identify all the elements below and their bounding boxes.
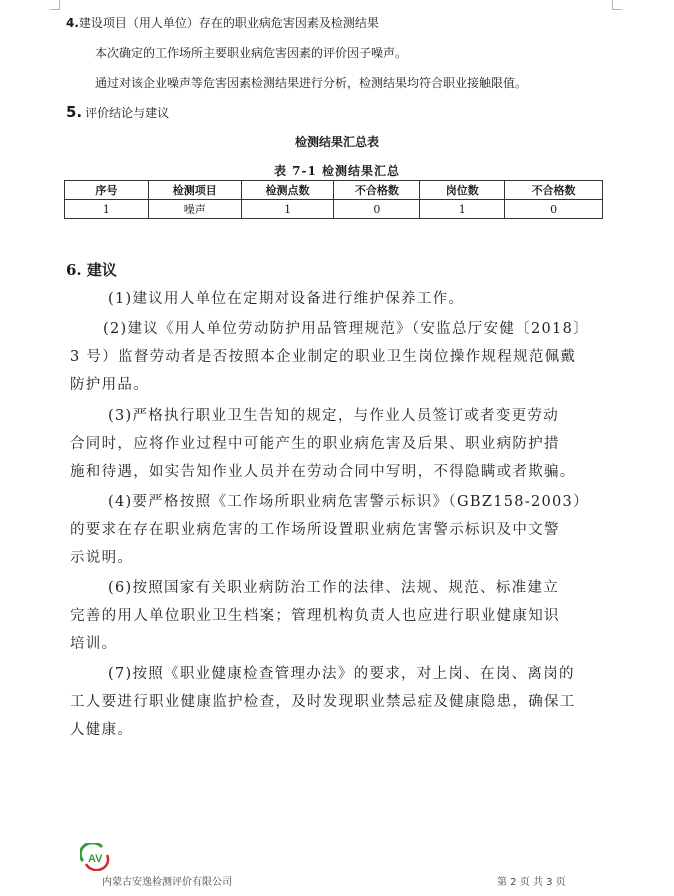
recommendation-line: 培训。: [70, 636, 118, 652]
recommendation-line: 人健康。: [70, 722, 134, 738]
table-header-cell: 检测项目: [148, 181, 241, 200]
section-4-heading: [66, 14, 379, 31]
section-4-title: 建设项目（用人单位）存在的职业病危害因素及检测结果: [78, 16, 379, 30]
recommendation-line: 3 号）监督劳动者是否按照本企业制定的职业卫生岗位操作规程规范佩戴: [70, 349, 577, 365]
footer-page-number: 第 2 页 共 3 页: [497, 877, 566, 888]
section-5-title: 评价结论与建议: [85, 106, 170, 120]
recommendation-line: 示说明。: [70, 550, 134, 566]
recommendation-line: 合同时，应将作业过程中可能产生的职业病危害及后果、职业病防护措: [70, 436, 560, 452]
table-caption: 表 7-1 检测结果汇总: [273, 164, 401, 178]
table-header-cell: 不合格数: [334, 181, 420, 200]
results-table: [64, 180, 603, 219]
page-corner-mark-top-right: [612, 0, 622, 10]
table-title: 检测结果汇总表: [294, 135, 379, 149]
section-4-paragraph-2: 通过对该企业噪声等危害因素检测结果进行分析，检测结果均符合职业接触限值。: [95, 76, 528, 90]
recommendation-line: (2)建议《用人单位劳动防护用品管理规范》（安监总厅安健〔2018〕: [103, 321, 589, 337]
table-cell: 1: [420, 200, 505, 219]
page-corner-mark-top-left: [50, 0, 60, 10]
recommendation-line: (1)建议用人单位在定期对设备进行维护保养工作。: [108, 291, 465, 307]
table-cell: 1: [241, 200, 334, 219]
logo-text: AV: [88, 853, 103, 865]
section-4-number: 4.: [66, 16, 79, 30]
table-cell: 0: [334, 200, 420, 219]
section-5-heading: [66, 103, 169, 121]
recommendation-line: (6)按照国家有关职业病防治工作的法律、法规、规范、标准建立: [108, 580, 560, 596]
footer-company-name: 内蒙古安逸检测评价有限公司: [102, 877, 232, 888]
recommendation-line: 施和待遇，如实告知作业人员并在劳动合同中写明，不得隐瞒或者欺骗。: [70, 464, 576, 480]
table-cell: 噪声: [148, 200, 241, 219]
company-logo-icon: [80, 843, 110, 871]
table-cell: 1: [65, 200, 149, 219]
recommendation-line: (7)按照《职业健康检查管理办法》的要求，对上岗、在岗、离岗的: [108, 666, 575, 682]
section-4-paragraph-1: 本次确定的工作场所主要职业病危害因素的评价因子噪声。: [95, 46, 408, 60]
table-cell: 0: [505, 200, 603, 219]
section-5-number: 5.: [66, 103, 83, 121]
recommendation-line: (4)要严格按照《工作场所职业病危害警示标识》（GBZ158-2003）: [108, 494, 589, 510]
table-header-cell: 岗位数: [420, 181, 505, 200]
table-row: [65, 200, 603, 219]
table-header-cell: 序号: [65, 181, 149, 200]
recommendation-line: 工人要进行职业健康监护检查，及时发现职业禁忌症及健康隐患，确保工: [70, 694, 576, 710]
section-6-heading: 6. 建议: [66, 261, 117, 279]
table-header-row: [65, 181, 603, 200]
table-header-cell: 不合格数: [505, 181, 603, 200]
recommendation-line: (3)严格执行职业卫生告知的规定，与作业人员签订或者变更劳动: [108, 408, 560, 424]
recommendation-line: 的要求在存在职业病危害的工作场所设置职业病危害警示标识及中文警: [70, 522, 560, 538]
recommendation-line: 防护用品。: [70, 377, 149, 393]
table-header-cell: 检测点数: [241, 181, 334, 200]
recommendation-line: 完善的用人单位职业卫生档案；管理机构负责人也应进行职业健康知识: [70, 608, 560, 624]
